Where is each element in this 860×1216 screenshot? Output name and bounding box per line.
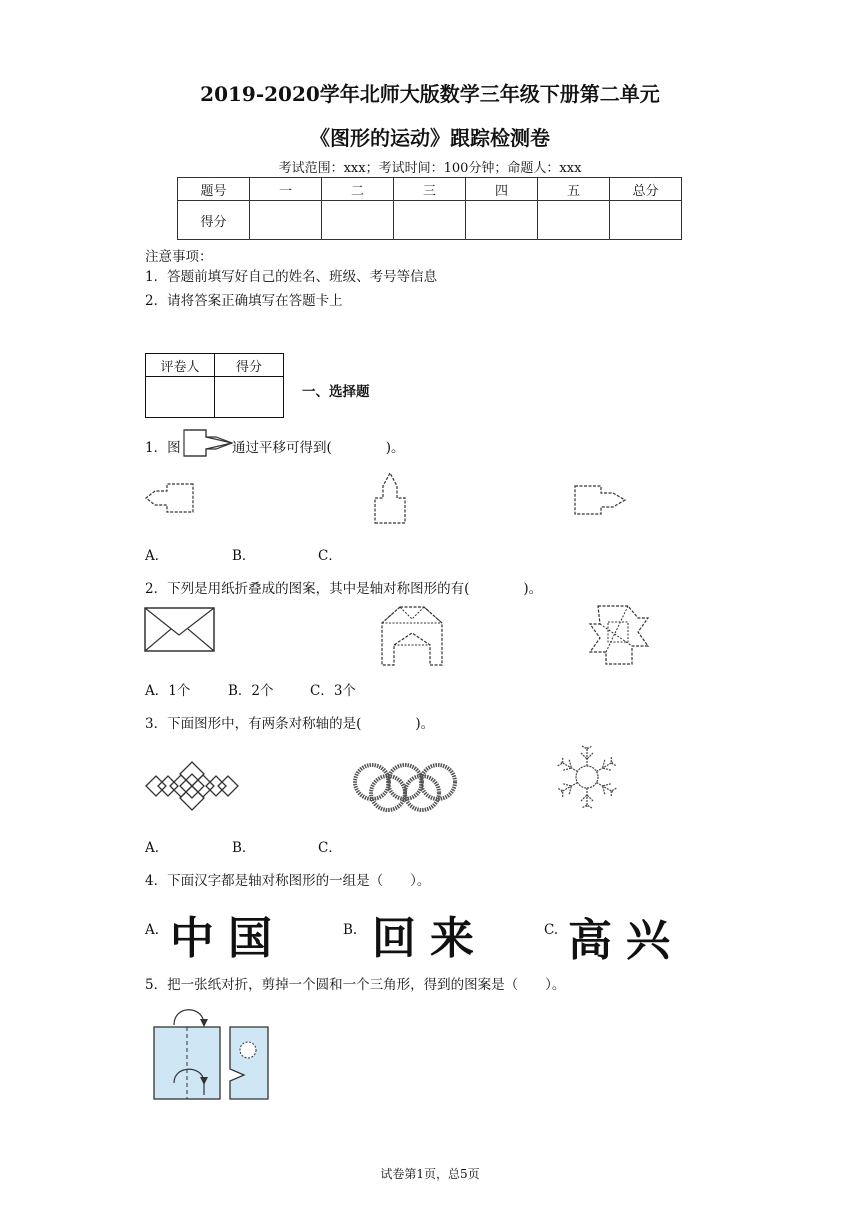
score-table-header: 题号 [178, 178, 250, 201]
score-col-4: 四 [466, 178, 538, 201]
q1-prefix: 1．图 [145, 440, 181, 456]
q3-text: 3．下面图形中，有两条对称轴的是( )。 [145, 716, 435, 732]
score-row-label: 得分 [178, 201, 250, 240]
q1-option-c[interactable]: C． [318, 548, 342, 564]
q2-folded-figure-1 [380, 605, 444, 667]
grader-cell[interactable] [146, 377, 215, 418]
q1-option-c-figure [573, 485, 627, 517]
q5-paper-fold-figure [150, 1003, 274, 1103]
notes-heading: 注意事项： [145, 249, 213, 265]
score-col-3: 三 [394, 178, 466, 201]
q4-option-c-chars: 高兴 [568, 915, 684, 966]
q3-knot-figure [144, 760, 240, 812]
grader-label: 评卷人 [146, 354, 215, 377]
q2-option-a[interactable]: A．1个 [145, 683, 191, 699]
note-item: 2．请将答案正确填写在答题卡上 [145, 293, 343, 309]
q2-option-b[interactable]: B．2个 [228, 683, 274, 699]
q1-option-a-figure [145, 483, 197, 515]
q3-snowflake-figure [550, 744, 624, 810]
grader-score-label: 得分 [215, 354, 284, 377]
grader-score-cell[interactable] [215, 377, 284, 418]
q1-suffix: 通过平移可得到( )。 [232, 440, 405, 456]
q4-option-c-label[interactable]: C. [544, 922, 559, 938]
grader-table [145, 353, 284, 418]
q3-olympic-rings-figure [352, 762, 458, 812]
page-footer: 试卷第1页，总5页 [380, 1167, 480, 1181]
score-cell[interactable] [610, 201, 682, 240]
score-cell[interactable] [466, 201, 538, 240]
title-line-2: 《图形的运动》跟踪检测卷 [310, 126, 550, 150]
q1-option-b-figure [373, 472, 407, 524]
q2-option-c[interactable]: C．3个 [310, 683, 356, 699]
score-cell[interactable] [538, 201, 610, 240]
q2-text: 2．下列是用纸折叠成的图案，其中是轴对称图形的有( )。 [145, 581, 543, 597]
score-col-total: 总分 [610, 178, 682, 201]
title-line-1: 2019-2020学年北师大版数学三年级下册第二单元 [200, 82, 660, 106]
score-cell[interactable] [322, 201, 394, 240]
score-cell[interactable] [394, 201, 466, 240]
q4-option-b-chars: 回来 [372, 913, 488, 964]
q3-option-c[interactable]: C． [318, 840, 342, 856]
q4-option-a-label[interactable]: A. [145, 922, 160, 938]
q1-arrow-shape [183, 428, 233, 458]
q2-folded-figure-2 [588, 604, 650, 666]
score-table [177, 177, 682, 240]
q1-option-b[interactable]: B． [232, 548, 256, 564]
q4-text: 4．下面汉字都是轴对称图形的一组是（ ）。 [145, 873, 431, 889]
exam-info: 考试范围：xxx；考试时间：100分钟；命题人：xxx [278, 161, 582, 176]
q5-text: 5．把一张纸对折，剪掉一个圆和一个三角形，得到的图案是（ ）。 [145, 977, 566, 993]
note-item: 1．答题前填写好自己的姓名、班级、考号等信息 [145, 269, 438, 285]
q4-option-a-chars: 中国 [170, 913, 286, 964]
score-cell[interactable] [250, 201, 322, 240]
q2-envelope-figure [144, 607, 216, 653]
score-col-5: 五 [538, 178, 610, 201]
q3-option-a[interactable]: A． [145, 840, 169, 856]
q3-option-b[interactable]: B． [232, 840, 256, 856]
score-col-1: 一 [250, 178, 322, 201]
score-col-2: 二 [322, 178, 394, 201]
q4-option-b-label[interactable]: B. [343, 922, 358, 938]
section-heading: 一、选择题 [302, 384, 370, 400]
q1-option-a[interactable]: A． [145, 548, 169, 564]
